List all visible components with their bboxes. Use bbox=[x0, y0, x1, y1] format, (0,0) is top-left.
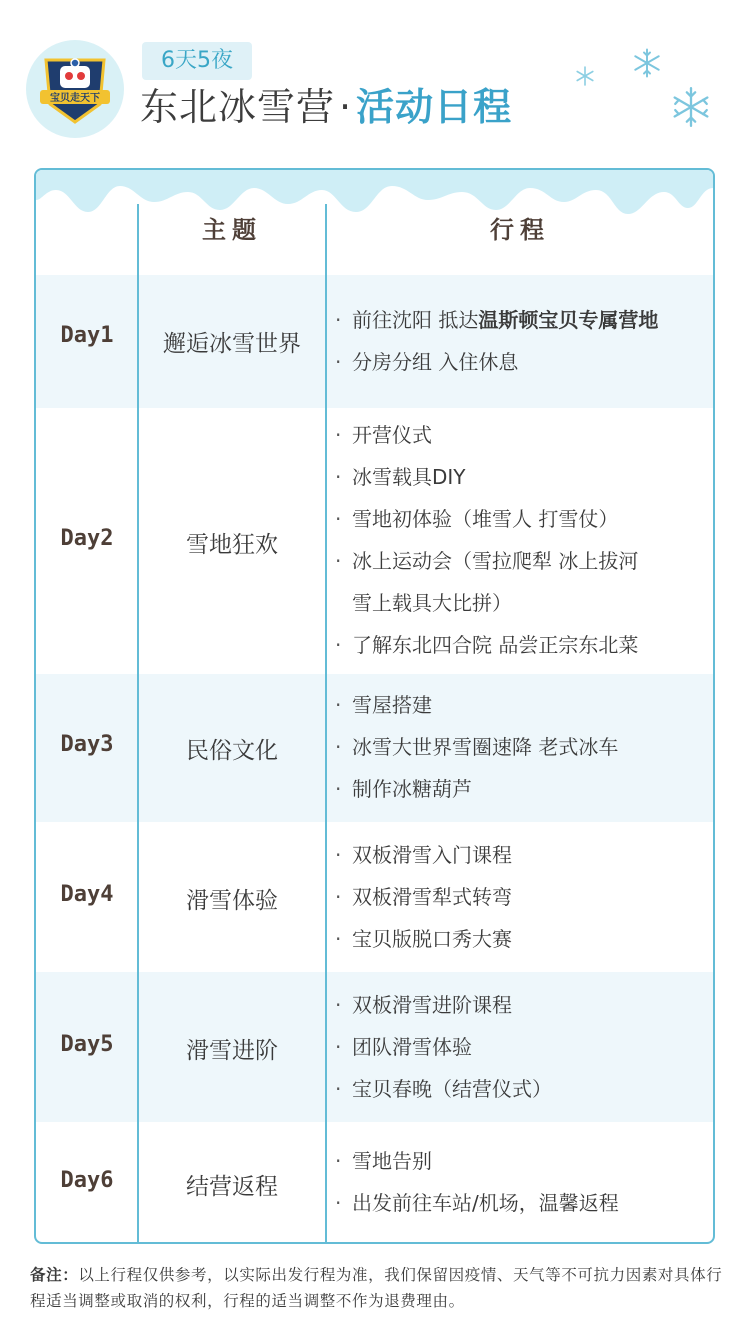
day-theme: 民俗文化 bbox=[186, 738, 278, 764]
list-item: · 宝贝春晚（结营仪式） bbox=[330, 1068, 710, 1110]
highlight-text: 温斯顿宝贝专属营地 bbox=[478, 308, 659, 332]
title-accent: 活动日程 bbox=[356, 85, 513, 129]
day-label: Day1 bbox=[60, 323, 114, 348]
column-header-theme: 主题 bbox=[202, 216, 262, 244]
schedule-table bbox=[34, 168, 715, 1244]
day-theme: 结营返程 bbox=[186, 1174, 278, 1200]
snowflake-icon bbox=[670, 86, 712, 128]
list-item: · 宝贝版脱口秀大赛 bbox=[330, 918, 710, 960]
day-label: Day3 bbox=[60, 732, 114, 757]
bullet-dot-icon: · bbox=[335, 308, 342, 332]
bullet-dot-icon: · bbox=[335, 693, 342, 717]
day-label: Day2 bbox=[60, 526, 114, 551]
list-item: · 双板滑雪进阶课程 bbox=[330, 984, 710, 1026]
list-item: · 冰雪大世界雪圈速降 老式冰车 bbox=[330, 726, 710, 768]
day-theme: 雪地狂欢 bbox=[186, 532, 278, 558]
logo-text: 宝贝走天下 bbox=[50, 93, 100, 104]
day-label: Day4 bbox=[60, 882, 114, 907]
title-main: 东北冰雪营 bbox=[140, 85, 336, 129]
day-label: Day6 bbox=[60, 1168, 114, 1193]
list-item: · 制作冰糖葫芦 bbox=[330, 768, 710, 810]
bullet-dot-icon: · bbox=[335, 885, 342, 909]
list-item: · 开营仪式 bbox=[330, 414, 710, 456]
snowflake-icon bbox=[575, 66, 595, 86]
bullet-dot-icon: · bbox=[335, 735, 342, 759]
day-theme: 邂逅冰雪世界 bbox=[163, 331, 301, 357]
bullet-dot-icon: · bbox=[335, 927, 342, 951]
snowflake-icon bbox=[632, 48, 662, 78]
bullet-dot-icon: · bbox=[335, 549, 342, 573]
disclaimer-note bbox=[30, 1262, 730, 1314]
list-item: · 双板滑雪犁式转弯 bbox=[330, 876, 710, 918]
list-item: · 雪屋搭建 bbox=[330, 684, 710, 726]
day-items bbox=[330, 984, 710, 1110]
logo bbox=[26, 40, 124, 138]
bullet-dot-icon: · bbox=[335, 350, 342, 374]
list-item: · 雪地初体验（堆雪人 打雪仗） bbox=[330, 498, 710, 540]
title-separator: · bbox=[339, 85, 353, 129]
logo-badge-icon bbox=[38, 54, 112, 126]
column-divider bbox=[137, 204, 139, 1244]
bullet-dot-icon: · bbox=[335, 465, 342, 489]
day-items bbox=[330, 414, 710, 666]
bullet-dot-icon: · bbox=[335, 777, 342, 801]
list-item: · 冰雪载具DIY bbox=[330, 456, 710, 498]
list-item: · 出发前往车站/机场，温馨返程 bbox=[330, 1182, 710, 1224]
duration-badge: 6天5夜 bbox=[142, 42, 252, 80]
list-item: · 分房分组 入住休息 bbox=[330, 341, 710, 383]
day-label: Day5 bbox=[60, 1032, 114, 1057]
day-items bbox=[330, 299, 710, 383]
day-theme: 滑雪进阶 bbox=[186, 1038, 278, 1064]
bullet-dot-icon: · bbox=[335, 1149, 342, 1173]
day-items bbox=[330, 1140, 710, 1224]
day-theme: 滑雪体验 bbox=[186, 888, 278, 914]
bullet-dot-icon: · bbox=[335, 423, 342, 447]
list-item: · 双板滑雪入门课程 bbox=[330, 834, 710, 876]
list-item: · 了解东北四合院 品尝正宗东北菜 bbox=[330, 624, 710, 666]
bullet-dot-icon: · bbox=[335, 633, 342, 657]
bullet-dot-icon: · bbox=[335, 1035, 342, 1059]
bullet-dot-icon: · bbox=[335, 993, 342, 1017]
note-label: 备注： bbox=[30, 1266, 79, 1284]
bullet-dot-icon: · bbox=[335, 843, 342, 867]
day-items bbox=[330, 684, 710, 810]
bullet-dot-icon: · bbox=[335, 1191, 342, 1215]
page-title bbox=[140, 84, 512, 130]
list-item: · 团队滑雪体验 bbox=[330, 1026, 710, 1068]
list-item: · 冰上运动会（雪拉爬犁 冰上拔河 bbox=[330, 540, 710, 582]
day-items bbox=[330, 834, 710, 960]
column-divider bbox=[325, 204, 327, 1244]
list-item-continued: 雪上载具大比拼） bbox=[352, 591, 512, 615]
column-header-schedule: 行程 bbox=[490, 216, 550, 244]
list-item: · 前往沈阳 抵达温斯顿宝贝专属营地 bbox=[330, 299, 710, 341]
bullet-dot-icon: · bbox=[335, 1077, 342, 1101]
list-item: · 雪地告别 bbox=[330, 1140, 710, 1182]
note-text: 以上行程仅供参考，以实际出发行程为准，我们保留因疫情、天气等不可抗力因素对具体行程适当调整或取消的权利，行程的适当调整不作为退费理由。 bbox=[30, 1266, 723, 1310]
bullet-dot-icon: · bbox=[335, 507, 342, 531]
